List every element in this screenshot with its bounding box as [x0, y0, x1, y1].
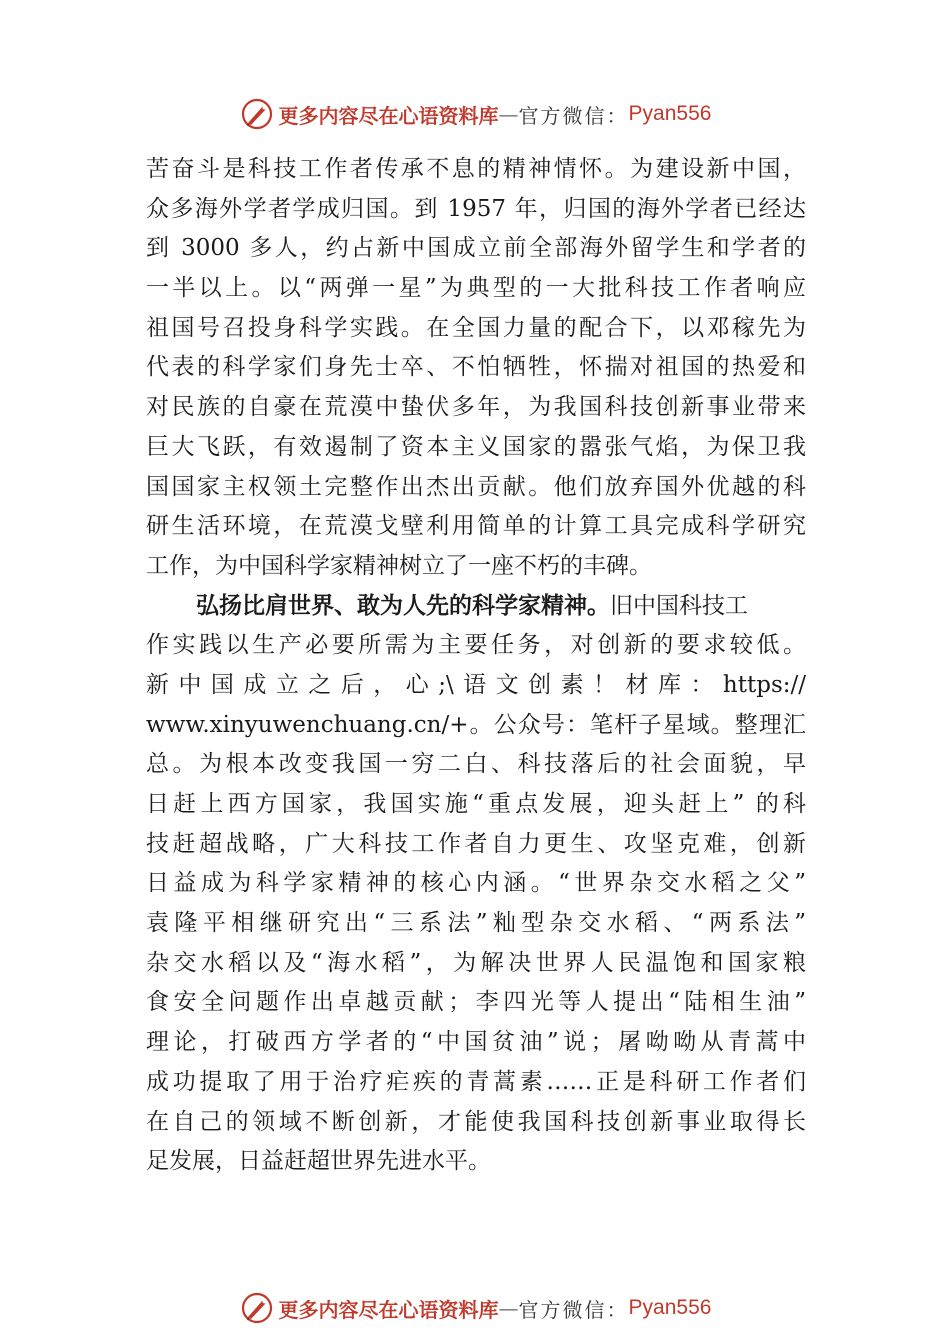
text-line: 日赶上西方国家，我国实施“重点发展，迎头赶上” 的科: [146, 791, 806, 817]
text-line: www.xinyuwenchuang.cn/+。公众号：笔杆子星域。整理汇: [146, 711, 806, 738]
banner-title: 更多内容尽在心语资料库: [278, 103, 499, 128]
paragraph-lead-text: 旧中国科技工: [610, 592, 748, 619]
text-line: 作实践以生产必要所需为主要任务，对创新的要求较低。: [146, 632, 806, 659]
paragraph-2-first-line: [146, 587, 806, 627]
banner-separator: —: [498, 1296, 519, 1320]
banner-wechat-id: Pyan556: [628, 1296, 712, 1319]
banner-wechat-label: 官方微信：: [518, 103, 629, 128]
text-line: 苦奋斗是科技工作者传承不息的精神情怀。为建设新中国，: [146, 156, 806, 182]
banner-title: 更多内容尽在心语资料库: [278, 1297, 499, 1322]
text-line: 袁隆平相继研究出“三系法”籼型杂交水稻、“两系法”: [146, 910, 806, 937]
text-line: 国国家主权领土完整作出杰出贡献。他们放弃国外优越的科: [146, 473, 806, 500]
paragraph-2: [146, 587, 806, 1182]
text-line: 工作，为中国科学家精神树立了一座不朽的丰碑。: [146, 552, 652, 579]
text-line: 巨大飞跃，有效遏制了资本主义国家的嚣张气焰，为保卫我: [146, 433, 806, 460]
text-line: 总。为根本改变我国一穷二白、科技落后的社会面貌，早: [146, 751, 806, 778]
text-line: 杂交水稻以及“海水稻”，为解决世界人民温饱和国家粮: [146, 949, 806, 976]
text-line: 众多海外学者学成归国。到 1957 年，归国的海外学者已经达: [146, 195, 806, 222]
text-line: 技赶超战略，广大科技工作者自力更生、攻坚克难，创新: [146, 830, 806, 857]
text-line: 对民族的自豪在荒漠中蛰伏多年，为我国科技创新事业带来: [146, 394, 806, 421]
footer-banner: [0, 1288, 950, 1328]
banner-wechat-label: 官方微信：: [518, 1297, 629, 1322]
banner-separator: —: [498, 102, 519, 126]
pen-logo-icon: [239, 96, 275, 132]
text-line: 新中国成立之后，心;\语文创素！材库：https://: [146, 671, 806, 698]
text-line: 一半以上。以“两弹一星”为典型的一大批科技工作者响应: [146, 275, 806, 302]
header-banner: [0, 94, 950, 134]
text-line: 到 3000 多人，约占新中国成立前全部海外留学生和学者的: [146, 235, 806, 262]
document-body: [146, 150, 806, 1182]
text-line: 成功提取了用于治疗疟疾的青蒿素……正是科研工作者们: [146, 1068, 806, 1095]
text-line: 在自己的领域不断创新，才能使我国科技创新事业取得长: [146, 1108, 806, 1135]
text-line: 足发展，日益赶超世界先进水平。: [146, 1148, 491, 1175]
pen-logo-icon: [239, 1290, 275, 1326]
text-line: 祖国号召投身科学实践。在全国力量的配合下，以邓稼先为: [146, 314, 806, 341]
text-line: 理论，打破西方学者的“中国贫油”说；屠呦呦从青蒿中: [146, 1029, 806, 1056]
text-line: 代表的科学家们身先士卒、不怕牺牲，怀揣对祖国的热爱和: [146, 354, 806, 381]
text-line: 研生活环境，在荒漠戈壁利用简单的计算工具完成科学研究: [146, 513, 806, 540]
banner-wechat-id: Pyan556: [628, 102, 712, 125]
text-line: 食安全问题作出卓越贡献；李四光等人提出“陆相生油”: [146, 989, 806, 1016]
paragraph-heading: 弘扬比肩世界、敢为人先的科学家精神。: [196, 592, 610, 619]
paragraph-1: [146, 150, 806, 587]
text-line: 日益成为科学家精神的核心内涵。“世界杂交水稻之父”: [146, 870, 806, 897]
